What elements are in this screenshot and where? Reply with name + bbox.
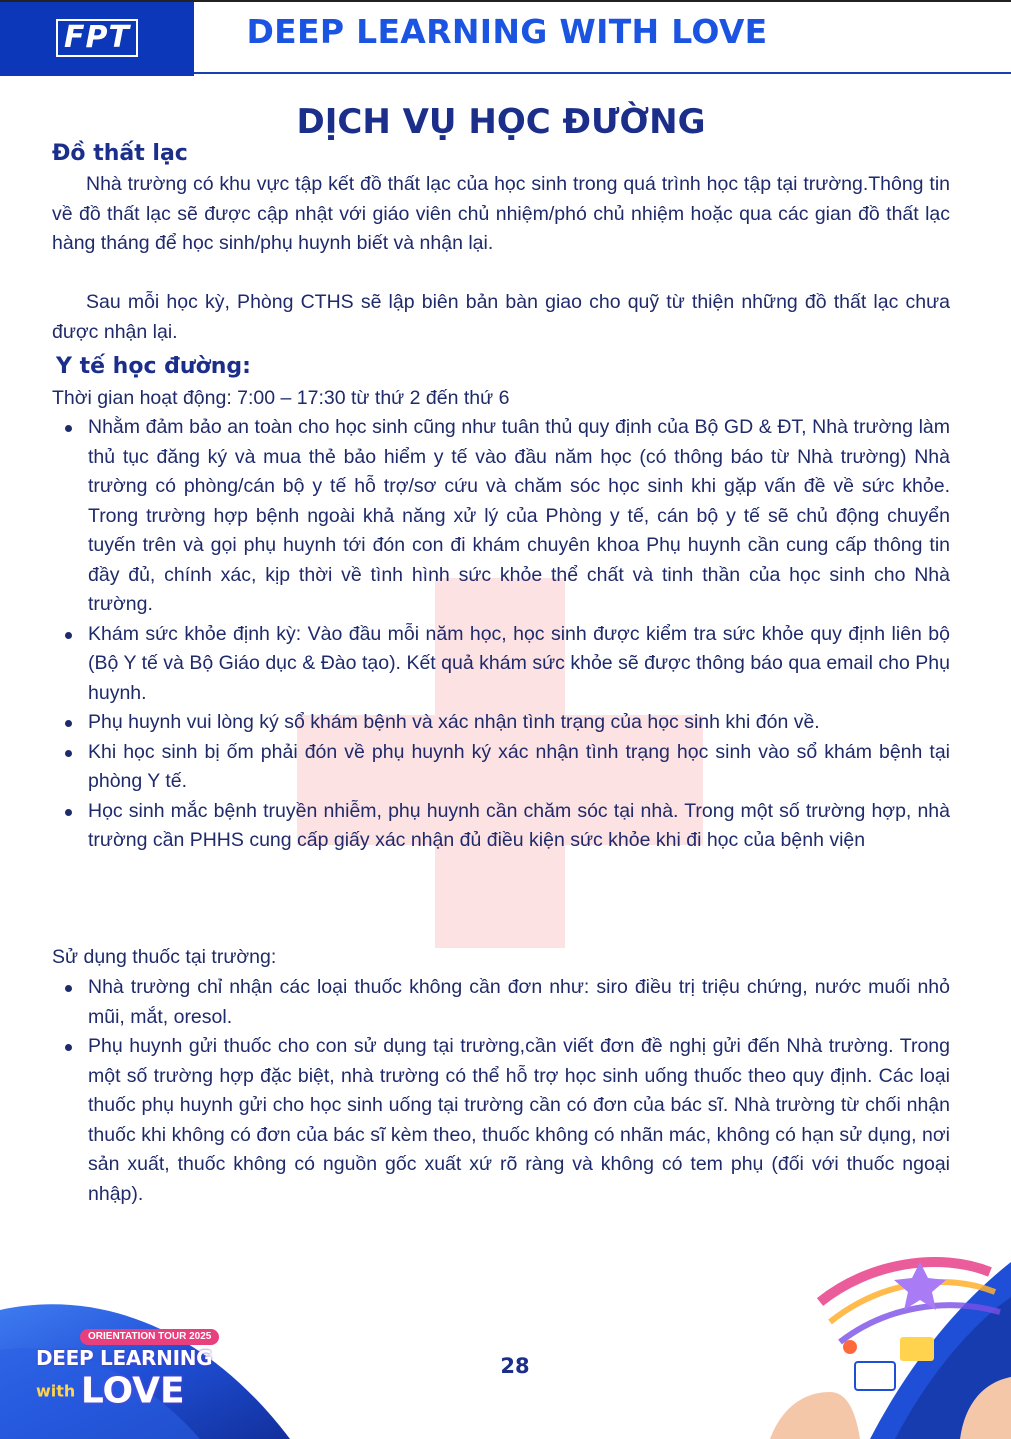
page-title: DỊCH VỤ HỌC ĐƯỜNG	[296, 102, 706, 142]
badge-with-text: with	[36, 1381, 76, 1401]
badge-love-text: LOVE	[80, 1370, 185, 1412]
health-list	[52, 413, 950, 856]
health-heading: Y tế học đường:	[56, 354, 251, 379]
header-top-rule	[0, 0, 1011, 2]
list-item: Nhà trường chỉ nhận các loại thuốc không cần đơn như: siro điều trị triệu chứng, nước muối nhỏ mũi, mắt, oresol.	[52, 973, 950, 1032]
event-badge	[36, 1326, 246, 1412]
health-hours: Thời gian hoạt động: 7:00 – 17:30 từ thứ 2 đến thứ 6	[52, 387, 510, 409]
page-number: 28	[500, 1354, 530, 1378]
header-title: DEEP LEARNING WITH LOVE	[246, 12, 768, 51]
list-item: Phụ huynh gửi thuốc cho con sử dụng tại trường,cần viết đơn đề nghị gửi đến Nhà trường. Trong một số trường hợp đặc biệt, nhà trường có thể hỗ trợ học sinh uống thuốc theo quy định. Các loại thuốc phụ huynh gửi cho học sinh uống tại trường cần có đơn của bác sĩ. Nhà trường từ chối nhận thuốc khi không có đơn của bác sĩ kèm theo, thuốc không có nhãn mác, không có hạn sử dụng, nơi sản xuất, thuốc không có nguồn gốc xuất xứ rõ ràng và không có tem phụ (đối với thuốc ngoại nhập).	[52, 1032, 950, 1209]
medicine-list	[52, 973, 950, 1209]
page-header	[0, 0, 1011, 76]
medicine-label: Sử dụng thuốc tại trường:	[52, 946, 277, 968]
list-item: Nhằm đảm bảo an toàn cho học sinh cũng như tuân thủ quy định của Bộ GD & ĐT, Nhà trường làm thủ tục đăng ký và mua thẻ bảo hiểm y tế vào đầu năm học (có thông báo từ Nhà trường) Nhà trường có phòng/cán bộ y tế hỗ trợ/sơ cứu và chăm sóc học sinh khi gặp vấn đề về sức khỏe. Trong trường hợp bệnh ngoài khả năng xử lý của Phòng y tế, cán bộ y tế sẽ chủ động chuyển tuyến trên và gọi phụ huynh tới đón con đi khám chuyên khoa Phụ huynh cần cung cấp thông tin đầy đủ, chính xác, kịp thời về tình hình sức khỏe thể chất và tinh thần của học sinh cho Nhà trường.	[52, 413, 950, 620]
list-item: Phụ huynh vui lòng ký sổ khám bệnh và xác nhận tình trạng của học sinh khi đón về.	[52, 708, 950, 738]
badge-title: DEEP LEARNING	[36, 1346, 213, 1370]
hands-books-illustration	[760, 1242, 1011, 1439]
badge-subtitle	[36, 1371, 246, 1412]
fpt-logo-text: FPT	[56, 19, 138, 57]
lost-found-paragraph-1: Nhà trường có khu vực tập kết đồ thất lạc của học sinh trong quá trình học tập tại trường.Thông tin về đồ thất lạc sẽ được cập nhật với giáo viên chủ nhiệm/phó chủ nhiệm hoặc qua các gian đồ thất lạc hàng tháng để học sinh/phụ huynh biết và nhận lại.	[52, 173, 950, 254]
lost-found-heading: Đồ thất lạc	[52, 141, 188, 166]
fpt-logo	[0, 0, 194, 76]
list-item: Học sinh mắc bệnh truyền nhiễm, phụ huynh cần chăm sóc tại nhà. Trong một số trường hợp, nhà trường cần PHHS cung cấp giấy xác nhận đủ điều kiện sức khỏe khi đi học của bệnh viện	[52, 797, 950, 856]
lost-found-paragraph-2: Sau mỗi học kỳ, Phòng CTHS sẽ lập biên bản bàn giao cho quỹ từ thiện những đồ thất lạc chưa được nhận lại.	[52, 291, 950, 343]
list-item: Khi học sinh bị ốm phải đón về phụ huynh ký xác nhận tình trạng học sinh vào sổ khám bệnh tại phòng Y tế.	[52, 738, 950, 797]
list-item: Khám sức khỏe định kỳ: Vào đầu mỗi năm học, học sinh được kiểm tra sức khỏe quy định liên bộ (Bộ Y tế và Bộ Giáo dục & Đào tạo). Kết quả khám sức khỏe sẽ được thông báo qua email cho Phụ huynh.	[52, 620, 950, 709]
badge-tour-label: ORIENTATION TOUR 2025	[80, 1329, 219, 1345]
main-content	[52, 100, 950, 1205]
header-bottom-rule	[194, 72, 1011, 74]
